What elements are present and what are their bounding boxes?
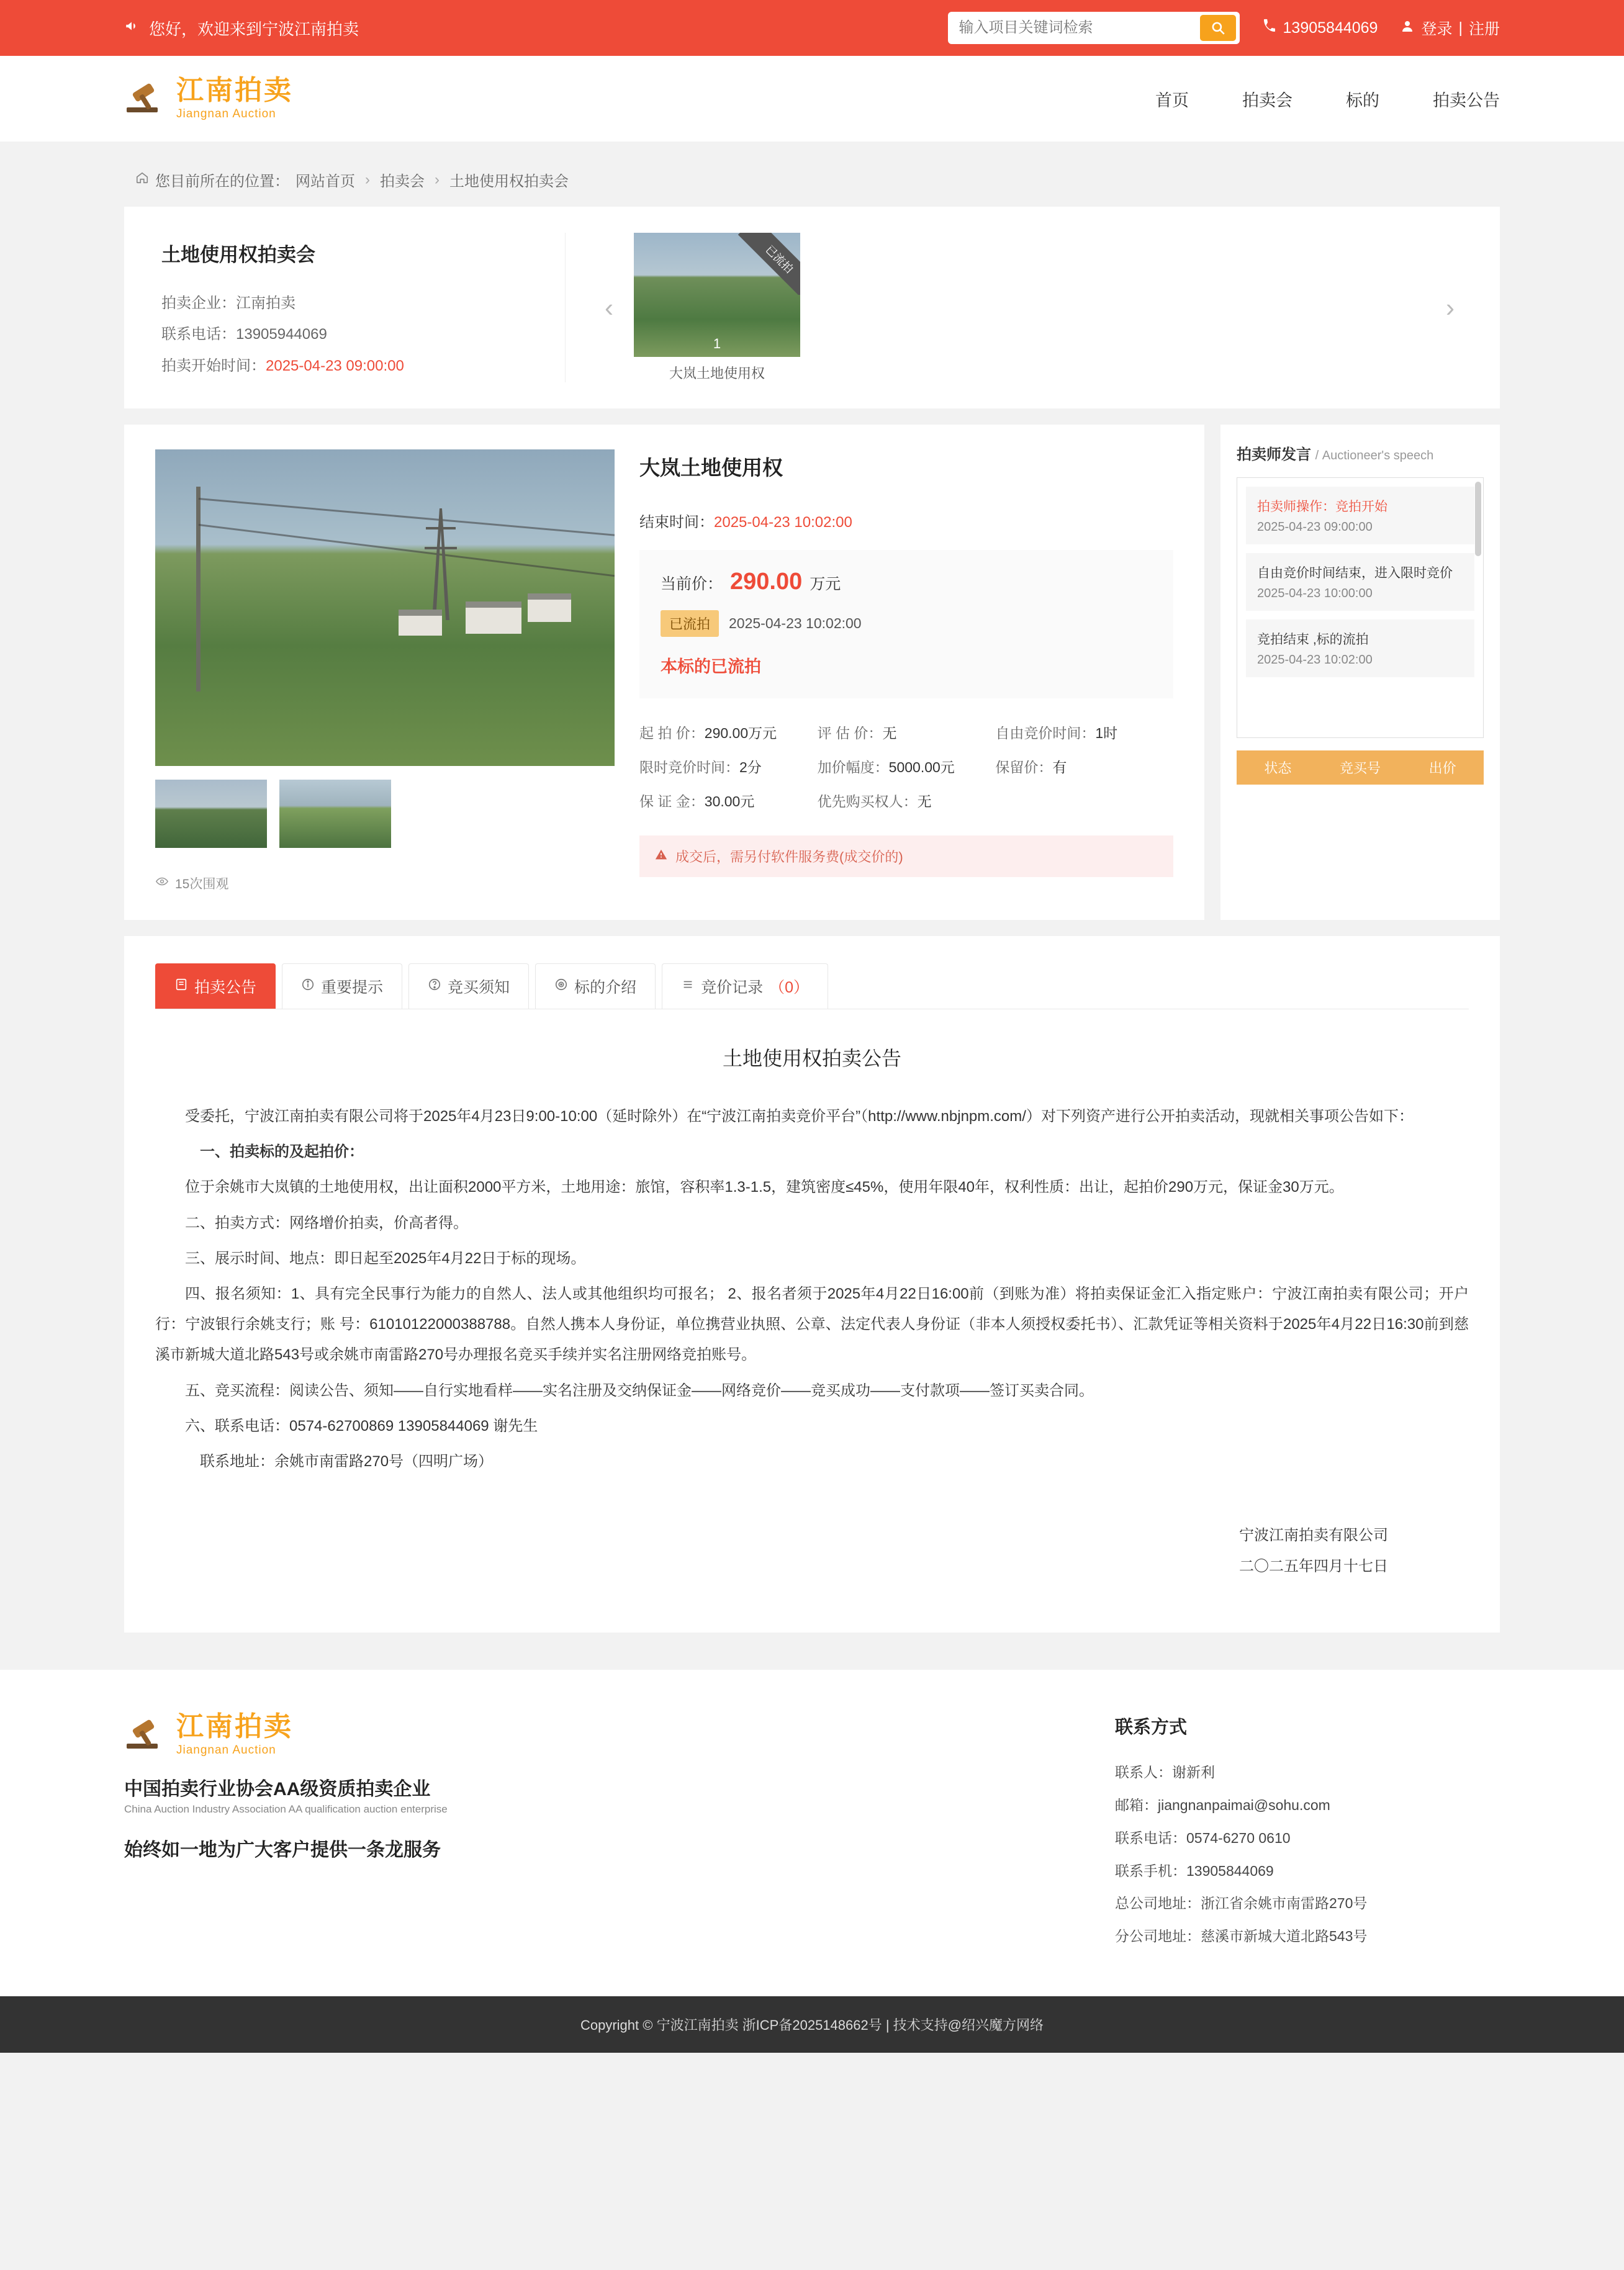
- speech-item-text: [1257, 629, 1463, 648]
- speech-item-time: 2025-04-23 10:00:00: [1257, 587, 1373, 600]
- register-link[interactable]: 注册: [1468, 20, 1500, 38]
- current-price-label: 当前价：: [661, 575, 723, 593]
- transmission-tower-icon: [422, 508, 459, 620]
- footer-branch-address: 分公司地址：慈溪市新城大道北路543号: [1115, 1928, 1368, 1945]
- speech-title: 拍卖师发言: [1237, 446, 1311, 463]
- attr-deposit: [639, 790, 818, 811]
- footer-slogan-en: China Auction Industry Association AA qualification auction enterprise: [124, 1803, 448, 1815]
- site-logo[interactable]: [124, 74, 293, 121]
- tab-count: （0）: [769, 979, 809, 996]
- tab-lot-intro[interactable]: [535, 963, 656, 1009]
- attr-preemptive: [818, 790, 996, 811]
- top-bar-right: [948, 12, 1500, 44]
- house-shape: [399, 610, 442, 636]
- speech-item: [1246, 619, 1474, 677]
- tab-label: 竞价记录: [701, 979, 764, 996]
- phone-icon: [1262, 19, 1277, 38]
- session-company-label: 拍卖企业：: [161, 295, 236, 312]
- top-bar: [0, 0, 1624, 56]
- speech-item-time: 2025-04-23 09:00:00: [1257, 520, 1373, 534]
- nav-item-home[interactable]: 首页: [1155, 91, 1189, 110]
- attr-value: 1时: [1095, 725, 1118, 741]
- speech-item: [1246, 487, 1474, 544]
- gavel-icon: [124, 80, 168, 117]
- notice-signature: [155, 1520, 1469, 1583]
- question-icon: [428, 978, 441, 996]
- attr-label: 加价幅度：: [817, 759, 889, 775]
- breadcrumb-item-auctions[interactable]: 拍卖会: [380, 173, 425, 190]
- footer-contact-title: 联系方式: [1115, 1717, 1188, 1737]
- session-lot-thumb[interactable]: [634, 233, 800, 382]
- attr-value: 有: [1052, 759, 1067, 775]
- bid-col-bidder: 竞买号: [1340, 760, 1381, 776]
- session-start-value: 2025-04-23 09:00:00: [266, 357, 404, 374]
- attr-value: 2分: [739, 759, 762, 775]
- attr-value: 5000.00元: [888, 759, 955, 775]
- notice-paragraph: 联系地址：余姚市南雷路270号（四明广场）: [200, 1453, 494, 1470]
- attr-label: 保 证 金：: [639, 793, 705, 809]
- view-count-text: 15次围观: [175, 877, 229, 891]
- site-header: [0, 56, 1624, 142]
- session-start-label: 拍卖开始时间：: [161, 357, 266, 374]
- user-icon: [1400, 19, 1415, 38]
- fee-note-text: 成交后，需另付软件服务费(成交价的): [675, 849, 903, 865]
- house-shape: [466, 601, 521, 634]
- search-input[interactable]: [959, 19, 1200, 37]
- lot-end-time-value: 2025-04-23 10:02:00: [714, 514, 852, 531]
- attr-start-price: [639, 722, 818, 742]
- breadcrumb-prefix: 您目前所在的位置：: [155, 173, 289, 190]
- search-icon: [1210, 20, 1226, 36]
- attr-value: 无: [882, 725, 897, 741]
- footer-slogan-cn: 中国拍卖行业协会AA级资质拍卖企业: [124, 1778, 431, 1799]
- footer-logo-text-en: Jiangnan Auction: [176, 1743, 276, 1757]
- breadcrumb-item-home[interactable]: 网站首页: [295, 173, 355, 190]
- notice-body: [155, 1101, 1469, 1477]
- attr-value: 30.00元: [704, 793, 755, 809]
- main-nav: [1155, 87, 1500, 111]
- attr-value: 290.00万元: [704, 725, 777, 741]
- speech-subtitle: / Auctioneer's speech: [1315, 449, 1434, 462]
- notice-paragraph: 受委托，宁波江南拍卖有限公司将于2025年4月23日9:00-10:00（延时除外）在“宁波江南拍卖竞价平台”（http://www.nbjnpm.com/）对下列资产进行公开拍卖活动，现就相关事项公告如下：: [185, 1108, 1414, 1125]
- doc-icon: [174, 978, 188, 996]
- info-icon: [301, 978, 315, 996]
- attr-appraisal: [818, 722, 996, 742]
- session-gallery: [597, 233, 1463, 382]
- phone-block: [1262, 19, 1378, 38]
- status-badge: 已流拍: [661, 610, 719, 637]
- current-price-row: [661, 569, 1152, 595]
- session-company-value: 江南拍卖: [236, 295, 295, 312]
- logo-text-en: Jiangnan Auction: [176, 107, 276, 120]
- breadcrumb: [124, 142, 1500, 207]
- footer-hq-address: 总公司地址：浙江省余姚市南雷路270号: [1115, 1895, 1368, 1912]
- speech-list[interactable]: [1237, 477, 1484, 738]
- attr-label: 自由竞价时间：: [995, 725, 1096, 741]
- search-box[interactable]: [948, 12, 1240, 44]
- megaphone-icon: [124, 18, 140, 38]
- footer-contact-email: 邮箱：jiangnanpaimai@sohu.com: [1115, 1796, 1330, 1813]
- notice-paragraph: 位于余姚市大岚镇的土地使用权，出让面积2000平方米，土地用途：旅馆，容积率1.3-1.5，建筑密度≤45%，使用年限40年，权利性质：出让，起拍价290万元，保证金30万元。: [185, 1179, 1344, 1196]
- speech-item-action: 自由竞价时间结束，进入限时竞价: [1257, 566, 1453, 580]
- lot-attributes: [639, 722, 1173, 811]
- session-divider: [565, 233, 566, 382]
- notice-paragraph: 四、报名须知：1、具有完全民事行为能力的自然人、法人或其他组织均可报名； 2、报名者须于2025年4月22日16:00前（到账为准）将拍卖保证金汇入指定账户：宁波江南拍卖有限公司；开户行：宁波银行余姚支行；账 号：61010122000388788。自然人携本人身份证，单位携营业执照、公章、法定代表人身份证（非本人须授权委托书）、汇款凭证等相关资料于2025年4月22日16:30前到慈溪市新城大道北路543号或余姚市南雷路270号办理报名竞买手续并实名注册网络竞拍账号。: [155, 1285, 1469, 1364]
- speech-item-prefix: 拍卖师操作：: [1257, 500, 1335, 514]
- attr-value: 无: [917, 793, 932, 809]
- session-phone-label: 联系电话：: [161, 326, 236, 343]
- speech-item-action: 竞拍开始: [1335, 500, 1387, 514]
- gallery-next-button[interactable]: ›: [1446, 292, 1455, 322]
- tab-label: 竞买须知: [448, 979, 510, 996]
- lot-thumb-index: 1: [713, 336, 721, 351]
- speech-scrollbar[interactable]: [1475, 482, 1481, 556]
- signature-date: 二〇二五年四月十七日: [1239, 1558, 1388, 1575]
- session-info: [161, 233, 534, 382]
- tab-bidder-notice[interactable]: [408, 963, 529, 1009]
- session-company: [161, 288, 534, 319]
- attr-limited-bid-time: [639, 756, 818, 777]
- warning-icon: [654, 848, 668, 865]
- bid-col-price: 出价: [1428, 760, 1456, 776]
- status-time: 2025-04-23 10:02:00: [729, 615, 862, 631]
- attr-label: 评 估 价：: [817, 725, 883, 741]
- welcome-text: 您好，欢迎来到宁波江南拍卖: [149, 19, 359, 38]
- current-price-unit: 万元: [810, 575, 841, 593]
- footer-contact-person: 联系人：谢新利: [1115, 1763, 1215, 1780]
- notice-title: 土地使用权拍卖公告: [722, 1047, 901, 1070]
- site-footer: [0, 1670, 1624, 1996]
- gavel-icon: [124, 1716, 168, 1754]
- notice-paragraph: 五、竞买流程：阅读公告、须知——自行实地看样——实名注册及交纳保证金——网络竞价——竞买成功——支付款项——签订买卖合同。: [185, 1382, 1094, 1399]
- notice-card: [124, 936, 1500, 1633]
- view-count: [155, 874, 615, 893]
- account-separator: |: [1458, 19, 1463, 37]
- phone-number: 13905844069: [1283, 19, 1378, 37]
- speech-item-action: 竞拍结束 ,标的流拍: [1257, 633, 1369, 647]
- target-icon: [554, 978, 568, 996]
- utility-pole-shape: [196, 487, 201, 691]
- tab-label: 标的介绍: [574, 979, 637, 996]
- footer-logo[interactable]: [124, 1713, 683, 1757]
- footer-left: [124, 1713, 683, 1953]
- copyright-bar: Copyright © 宁波江南拍卖 浙ICP备2025148662号 | 技术支持@绍兴魔方网络: [0, 1996, 1624, 2053]
- gallery-prev-button[interactable]: ‹: [605, 292, 613, 322]
- footer-service-slogan: 始终如一地为广大客户提供一条龙服务: [124, 1839, 441, 1860]
- footer-contact: [1115, 1713, 1500, 1953]
- list-icon: [681, 978, 695, 996]
- logo-text-cn: 江南拍卖: [176, 74, 293, 106]
- eye-icon: [155, 875, 169, 892]
- tab-label: 拍卖公告: [194, 979, 257, 996]
- house-shape: [528, 593, 571, 622]
- fee-note: [639, 835, 1173, 877]
- tab-label: 重要提示: [321, 979, 384, 996]
- current-price-value: 290.00: [730, 569, 803, 595]
- nav-item-notices[interactable]: 拍卖公告: [1433, 91, 1500, 110]
- attr-label: 限时竞价时间：: [639, 759, 739, 775]
- attr-increment: [818, 756, 996, 777]
- search-button[interactable]: [1200, 15, 1236, 41]
- session-phone: [161, 319, 534, 350]
- lot-images: [155, 449, 615, 893]
- lot-thumb-image: [634, 233, 800, 357]
- lot-thumbnail-1[interactable]: [155, 780, 267, 848]
- attr-label: 保留价：: [995, 759, 1053, 775]
- session-title: 土地使用权拍卖会: [161, 244, 315, 266]
- welcome-block: [124, 17, 359, 40]
- lot-end-time-label: 结束时间：: [639, 514, 714, 531]
- tab-bar: [155, 963, 1469, 1009]
- attr-reserve: [995, 756, 1173, 777]
- lot-detail-card: [124, 425, 1204, 920]
- home-icon: [135, 171, 149, 189]
- session-card: [124, 207, 1500, 408]
- lot-status-ribbon: [738, 233, 800, 295]
- nav-item-auctions[interactable]: 拍卖会: [1242, 91, 1292, 110]
- speech-header: [1237, 442, 1484, 464]
- notice-paragraph: 六、联系电话：0574-62700869 13905844069 谢先生: [185, 1417, 538, 1435]
- speech-item-text: [1257, 563, 1463, 582]
- breadcrumb-separator: ›: [365, 171, 370, 188]
- power-wire-shape: [199, 524, 615, 579]
- lot-main-image[interactable]: [155, 449, 615, 766]
- lot-thumbnail-2[interactable]: [279, 780, 391, 848]
- footer-logo-text-cn: 江南拍卖: [176, 1711, 293, 1742]
- tab-notice[interactable]: [155, 963, 276, 1009]
- tab-important-tips[interactable]: [282, 963, 402, 1009]
- breadcrumb-separator: ›: [435, 171, 440, 188]
- lot-title: 大岚土地使用权: [639, 456, 783, 479]
- auctioneer-speech-card: [1220, 425, 1500, 920]
- bid-col-status: 状态: [1264, 760, 1292, 776]
- attr-label: 起 拍 价：: [639, 725, 705, 741]
- signature-company: 宁波江南拍卖有限公司: [1239, 1527, 1388, 1544]
- speech-item-time: 2025-04-23 10:02:00: [1257, 653, 1373, 667]
- attr-free-bid-time: [995, 722, 1173, 742]
- footer-contact-tel: 联系电话：0574-6270 0610: [1115, 1829, 1291, 1846]
- lot-thumbnail-row: [155, 780, 615, 848]
- login-link[interactable]: 登录: [1421, 20, 1453, 38]
- notice-paragraph: 二、拍卖方式：网络增价拍卖，价高者得。: [185, 1214, 468, 1232]
- session-start: [161, 351, 534, 382]
- lot-info: [639, 449, 1173, 893]
- footer-contact-mobile: 联系手机：13905844069: [1115, 1862, 1274, 1879]
- lot-price-box: [639, 550, 1173, 698]
- lot-status-ribbon-text: 已流拍: [738, 233, 800, 295]
- lot-status-row: [661, 610, 1152, 637]
- lot-end-time: [639, 510, 1173, 531]
- tab-bid-records[interactable]: [662, 963, 828, 1009]
- lot-fail-text: 本标的已流拍: [661, 657, 761, 676]
- bid-table-header: [1237, 750, 1484, 785]
- notice-paragraph: 一、拍卖标的及起拍价：: [200, 1143, 364, 1161]
- breadcrumb-item-current: 土地使用权拍卖会: [449, 173, 569, 190]
- lot-main-row: [124, 425, 1500, 920]
- account-block[interactable]: [1400, 17, 1500, 39]
- speech-item-text: [1257, 497, 1463, 515]
- attr-label: 优先购买权人：: [817, 793, 918, 809]
- lot-thumb-caption: 大岚土地使用权: [669, 366, 765, 381]
- nav-item-lots[interactable]: 标的: [1346, 91, 1379, 110]
- session-phone-value: 13905944069: [236, 326, 327, 343]
- speech-item: [1246, 553, 1474, 611]
- notice-paragraph: 三、展示时间、地点：即日起至2025年4月22日于标的现场。: [185, 1250, 586, 1267]
